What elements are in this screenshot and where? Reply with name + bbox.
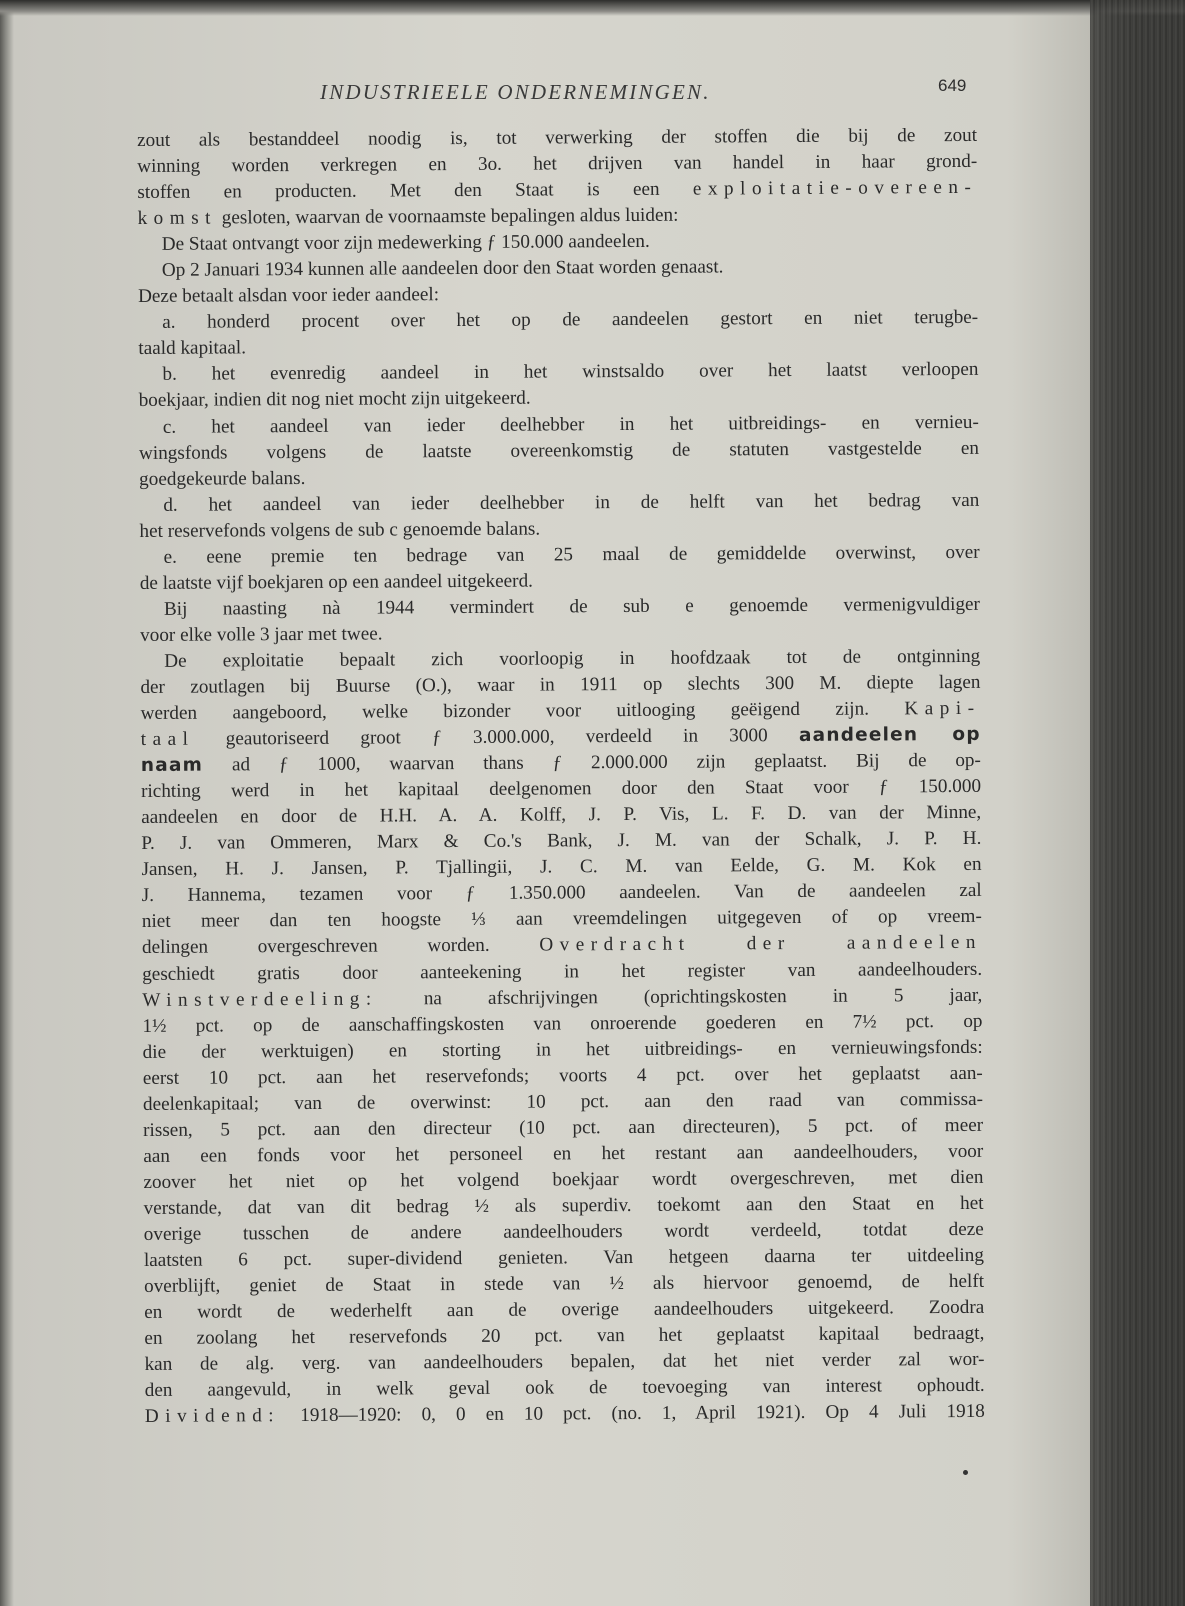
text-segment: het reservefonds volgens de sub c genoemde balans. (139, 518, 541, 542)
text-segment: overblijft, geniet de Staat in stede van ½ als hiervoor genoemd, de helft (144, 1270, 985, 1298)
text-segment: d. het aandeel van ieder deelhebber in de helft van het bedrag van (163, 489, 980, 516)
text-segment: die der werktuigen) en storting in het uitbreidings- en vernieuwingsfonds: (142, 1036, 983, 1063)
bold-term: aandeelen op (798, 723, 981, 747)
text-segment: De exploitatie bepaalt zich voorloopig in hoofdzaak tot de ontginning (164, 645, 981, 672)
text-segment: gesloten, waarvan de voornaamste bepalingen aldus luiden: (216, 204, 679, 229)
text-segment: geautoriseerd groot ƒ 3.000.000, verdeeld in 3000 (194, 725, 799, 750)
text-segment: b. het evenredig aandeel in het winstsaldo over het laatst verloopen (162, 359, 979, 386)
text-segment: J. Hannema, tezamen voor ƒ 1.350.000 aandeelen. Van de aandeelen zal (141, 880, 982, 907)
text-segment: winning worden verkregen en 3o. het drijven van handel in haar grond- (137, 150, 978, 178)
text-segment: goedgekeurde balans. (139, 467, 306, 490)
text-line (137, 175, 977, 206)
text-line (139, 435, 979, 466)
text-segment: taald kapitaal. (138, 337, 247, 360)
text-segment: Op 2 Januari 1934 kunnen alle aandeelen door den Staat worden genaast. (161, 256, 724, 282)
text-segment: der zoutlagen bij Buurse (O.), waar in 1911 op slechts 300 M. diepte lagen (140, 671, 981, 698)
top-shadow (0, 0, 1185, 16)
page-number: 649 (938, 76, 967, 95)
text-segment: aandeelen en door de H.H. A. A. Kolff, J. P. Vis, L. F. D. van der Minne, (141, 802, 982, 829)
text-segment: stoffen en producten. Met den Staat is een (137, 178, 693, 204)
text-segment: rissen, 5 pct. aan den directeur (10 pct. aan directeuren), 5 pct. of meer (143, 1114, 984, 1141)
spaced-term: exploitatie-overeen- (692, 176, 978, 200)
text-segment: c. het aandeel van ieder deelhebber in het uitbreidings- en vernieu- (162, 411, 979, 438)
text-segment: zout als bestanddeel noodig is, tot verwerking der stoffen die bij de zout (137, 124, 978, 151)
text-segment: wingsfonds volgens de laatste overeenkomstig de statuten vastgestelde en (138, 437, 980, 464)
text-segment: en zoolang het reservefonds 20 pct. van het geplaatst kapitaal bedraagt, (144, 1323, 985, 1350)
text-segment: Deze betaalt alsdan voor ieder aandeel: (137, 284, 440, 308)
text-segment: 1½ pct. op de aanschaffingskosten van onroerende goederen en 7½ pct. op (142, 1010, 983, 1037)
spaced-term: Overdracht der aandeelen (539, 932, 983, 957)
text-segment: laatsten 6 pct. super-dividend genieten. Van hetgeen daarna ter uitdeeling (143, 1244, 984, 1271)
text-segment: verstande, dat van dit bedrag ½ als superdiv. toekomt aan den Staat en het (143, 1192, 984, 1219)
text-line (140, 592, 980, 623)
text-line (139, 488, 979, 519)
spaced-term: Winstverdeeling: (142, 988, 378, 1011)
text-segment: Jansen, H. J. Jansen, P. Tjallingii, J. C. M. van Eelde, G. M. Kok en (141, 854, 982, 881)
spaced-term: Kapi- (904, 697, 981, 720)
text-segment: eerst 10 pct. aan het reservefonds; voorts 4 pct. over het geplaatst aan- (142, 1062, 983, 1089)
text-segment: boekjaar, indien dit nog niet mocht zijn uitgekeerd. (138, 388, 531, 412)
text-segment: e. eene premie ten bedrage van 25 maal de gemiddelde overwinst, over (163, 541, 980, 568)
page-header (0, 76, 1000, 110)
text-segment: voor elke volle 3 jaar met twee. (140, 623, 383, 646)
text-segment: werden aangeboord, welke bizonder voor uitlooging geëigend zijn. (140, 698, 905, 725)
text-segment: zoover het niet op het volgend boekjaar wordt overgeschreven, met dien (143, 1166, 984, 1193)
text-segment: 1918—1920: 0, 0 en 10 pct. (no. 1, April 1921). Op 4 Juli 1918 (280, 1401, 985, 1427)
spaced-term: komst (137, 207, 218, 230)
body-text (137, 123, 985, 1430)
text-segment: niet meer dan ten hoogste ⅓ aan vreemdelingen uitgegeven of op vreem- (141, 906, 982, 933)
text-segment: geschiedt gratis door aanteekening in het register van aandeelhouders. (142, 958, 983, 985)
text-line (145, 1399, 985, 1430)
text-segment: kan de alg. verg. van aandeelhouders bepalen, dat het niet verder zal wor- (144, 1349, 985, 1376)
text-segment: na afschrijvingen (oprichtingskosten in 5 jaar, (377, 984, 983, 1010)
text-line (140, 540, 980, 571)
text-segment: den aangevuld, in welk geval ook de toevoeging van interest ophoudt. (144, 1375, 985, 1402)
ink-speck (963, 1470, 968, 1475)
spaced-term: Dividend: (144, 1405, 281, 1428)
text-segment: en wordt de wederhelft aan de overige aandeelhouders uitgekeerd. Zoodra (144, 1296, 985, 1324)
text-segment: delingen overgeschreven worden. (141, 935, 540, 959)
bold-term: naam (140, 754, 204, 777)
text-segment: P. J. van Ommeren, Marx & Co.'s Bank, J. M. van der Schalk, J. P. H. (141, 828, 982, 855)
text-segment: deelenkapitaal; van de overwinst: 10 pct. aan den raad van commissa- (142, 1088, 984, 1115)
text-segment: overige tusschen de andere aandeelhouders wordt verdeeld, totdat deze (143, 1218, 984, 1245)
text-segment: richting werd in het kapitaal deelgenomen door den Staat voor ƒ 150.000 (140, 776, 982, 803)
text-segment: aan een fonds voor het personeel en het restant aan aandeelhouders, voor (143, 1140, 984, 1167)
text-segment: Bij naasting nà 1944 vermindert de sub e genoemde vermenigvuldiger (163, 593, 980, 620)
text-segment: ad ƒ 1000, waarvan thans ƒ 2.000.000 zijn geplaatst. Bij de op- (203, 749, 981, 776)
text-segment: a. honderd procent over het op de aandeelen gestort en niet terugbe- (162, 307, 979, 334)
running-head: INDUSTRIEELE ONDERNEMINGEN. (320, 80, 711, 104)
text-segment: de laatste vijf boekjaren op een aandeel uitgekeerd. (139, 570, 534, 594)
spaced-term: taal (140, 728, 195, 751)
book-page-edges (1090, 0, 1185, 1606)
text-segment: De Staat ontvangt voor zijn medewerking ƒ 150.000 aandeelen. (161, 231, 650, 256)
